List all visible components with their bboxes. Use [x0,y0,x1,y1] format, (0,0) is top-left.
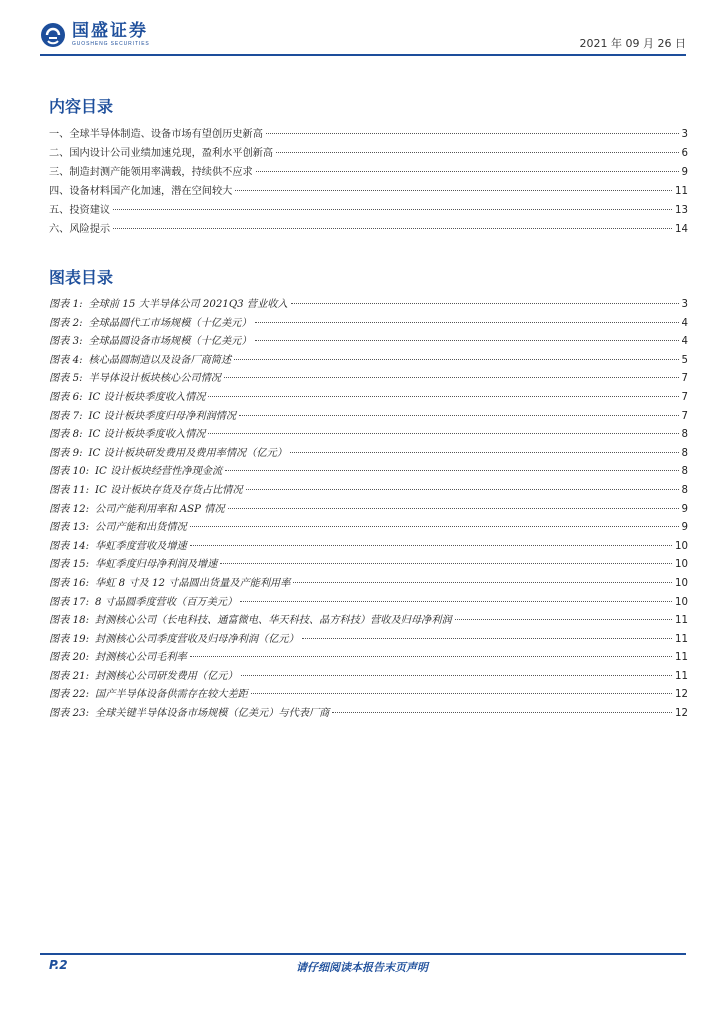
entry-page-number: 14 [675,224,688,235]
dot-leader [190,545,672,546]
toc-entry[interactable] [49,125,688,144]
entry-page-number: 7 [681,373,688,385]
figure-entry[interactable] [49,314,688,333]
figure-entry[interactable] [49,444,688,463]
footer-disclaimer: 请仔细阅读本报告末页声明 [296,961,428,974]
page-header [40,20,686,58]
dot-leader [234,359,678,360]
dot-leader [224,377,679,378]
figure-entry[interactable] [49,574,688,593]
entry-page-number: 6 [681,148,688,159]
entry-label: 全球晶圆设备市场规模（十亿美元） [88,336,252,348]
figure-entry[interactable] [49,667,688,686]
figure-entry[interactable] [49,332,688,351]
entry-page-number: 11 [675,615,688,627]
entry-page-number: 8 [681,484,688,496]
dot-leader [235,190,672,191]
entry-page-number: 7 [681,410,688,422]
figure-number: 图表 1: [49,299,83,310]
entry-page-number: 10 [675,540,688,552]
dot-leader [208,396,678,397]
figure-number: 图表 17: [49,596,90,608]
figure-number: 图表 9: [49,447,83,459]
entry-page-number: 13 [675,205,688,216]
entry-label: 全球前 15 大半导体公司 2021Q3 营业收入 [88,299,288,310]
figure-number: 图表 8: [49,429,83,441]
entry-page-number: 4 [681,336,688,348]
figure-entry[interactable] [49,462,688,481]
header-divider [40,54,686,56]
dot-leader [240,601,672,602]
page-number: P.2 [49,958,68,972]
entry-label: IC 设计板块经营性净现金流 [95,466,223,478]
logo-mark-icon [40,22,66,48]
figure-number: 图表 12: [49,503,90,515]
dot-leader [255,340,679,341]
toc-entry[interactable] [49,163,688,182]
dot-leader [228,508,679,509]
toc-entry[interactable] [49,220,688,239]
figure-entry[interactable] [49,295,688,314]
entry-page-number: 12 [675,708,688,720]
figure-index-list [49,295,688,723]
dot-leader [113,228,672,229]
dot-leader [190,526,679,527]
entry-label: 华虹季度营收及增速 [95,540,187,552]
dot-leader [241,675,672,676]
figure-entry[interactable] [49,630,688,649]
figure-number: 图表 21: [49,670,90,682]
entry-page-number: 8 [681,466,688,478]
entry-label: 四、设备材料国产化加速，潜在空间较大 [49,186,233,197]
entry-label: 华虹季度归母净利润及增速 [95,559,218,571]
dot-leader [302,638,672,639]
report-date: 2021 年 09 月 26 日 [579,37,686,50]
entry-page-number: 4 [681,317,688,329]
figure-number: 图表 14: [49,540,90,552]
entry-page-number: 9 [681,522,688,534]
figure-number: 图表 11: [49,484,90,496]
entry-label: IC 设计板块存货及存货占比情况 [95,484,243,496]
dot-leader [220,563,672,564]
entry-label: IC 设计板块季度收入情况 [88,429,206,441]
dot-leader [256,171,679,172]
figure-number: 图表 16: [49,577,90,589]
entry-page-number: 10 [675,559,688,571]
entry-page-number: 9 [681,167,688,178]
entry-label: IC 设计板块研发费用及费用率情况（亿元） [88,447,287,459]
entry-label: 核心晶圆制造以及设备厂商简述 [88,354,232,366]
figure-entry[interactable] [49,388,688,407]
entry-label: IC 设计板块季度收入情况 [88,391,206,403]
figure-entry[interactable] [49,481,688,500]
dot-leader [255,322,679,323]
entry-label: 一、全球半导体制造、设备市场有望创历史新高 [49,129,263,140]
dot-leader [208,433,678,434]
figure-entry[interactable] [49,611,688,630]
entry-label: 三、制造封测产能领用率满载，持续供不应求 [49,167,253,178]
figure-number: 图表 2: [49,317,83,329]
entry-page-number: 5 [681,354,688,366]
logo-chinese-name: 国盛证券 [72,21,148,41]
entry-label: 封测核心公司研发费用（亿元） [95,670,238,682]
entry-page-number: 11 [675,670,688,682]
entry-page-number: 3 [681,299,688,310]
figure-number: 图表 13: [49,522,90,534]
entry-label: 国产半导体设备供需存在较大差距 [95,689,248,701]
entry-label: 六、风险提示 [49,224,111,235]
figure-number: 图表 3: [49,336,83,348]
dot-leader [246,489,679,490]
dot-leader [113,209,672,210]
figure-entry[interactable] [49,425,688,444]
company-logo [40,22,150,48]
figure-entry[interactable] [49,648,688,667]
figure-number: 图表 4: [49,354,83,366]
figure-entry[interactable] [49,555,688,574]
entry-label: 8 寸晶圆季度营收（百万美元） [95,596,238,608]
entry-page-number: 11 [675,186,688,197]
figure-number: 图表 18: [49,615,90,627]
figure-number: 图表 20: [49,652,90,664]
dot-leader [239,415,678,416]
toc-title: 内容目录 [49,97,114,116]
dot-leader [293,582,672,583]
figure-number: 图表 23: [49,708,90,720]
figure-entry[interactable] [49,518,688,537]
figure-entry[interactable] [49,593,688,612]
figure-number: 图表 7: [49,410,83,422]
entry-label: 华虹 8 寸及 12 寸晶圆出货量及产能利用率 [95,577,291,589]
entry-label: 全球关键半导体设备市场规模（亿美元）与代表厂商 [95,708,330,720]
figure-number: 图表 19: [49,633,90,645]
figure-entry[interactable] [49,369,688,388]
figure-entry[interactable] [49,685,688,704]
entry-page-number: 8 [681,429,688,441]
entry-page-number: 11 [675,652,688,664]
toc-list [49,125,688,239]
figure-entry[interactable] [49,537,688,556]
logo-english-name: GUOSHENG SECURITIES [72,41,150,47]
dot-leader [455,619,672,620]
entry-page-number: 8 [681,447,688,459]
figure-number: 图表 10: [49,466,90,478]
entry-label: 二、国内设计公司业绩加速兑现，盈利水平创新高 [49,148,274,159]
entry-label: 五、投资建议 [49,205,111,216]
entry-page-number: 10 [675,577,688,589]
toc-entry[interactable] [49,201,688,220]
dot-leader [291,303,679,304]
entry-page-number: 12 [675,689,688,701]
entry-label: 封测核心公司毛利率 [95,652,187,664]
toc-entry[interactable] [49,144,688,163]
entry-label: 封测核心公司（长电科技、通富微电、华天科技、晶方科技）营收及归母净利润 [95,615,452,627]
dot-leader [225,470,678,471]
toc-entry[interactable] [49,182,688,201]
entry-label: 半导体设计板块核心公司情况 [88,373,221,385]
entry-page-number: 10 [675,596,688,608]
entry-page-number: 11 [675,633,688,645]
figure-number: 图表 15: [49,559,90,571]
figure-entry[interactable] [49,704,688,723]
footer-divider [40,953,686,955]
dot-leader [190,656,672,657]
entry-page-number: 9 [681,503,688,515]
figure-entry[interactable] [49,407,688,426]
dot-leader [251,693,672,694]
figure-number: 图表 6: [49,391,83,403]
figure-number: 图表 5: [49,373,83,385]
entry-label: 公司产能利用率和 ASP 情况 [95,503,225,515]
dot-leader [276,152,678,153]
entry-page-number: 3 [681,129,688,140]
figure-index-title: 图表目录 [49,268,114,287]
figure-entry[interactable] [49,351,688,370]
dot-leader [266,133,679,134]
entry-label: IC 设计板块季度归母净利润情况 [88,410,237,422]
dot-leader [332,712,672,713]
entry-label: 封测核心公司季度营收及归母净利润（亿元） [95,633,299,645]
figure-entry[interactable] [49,500,688,519]
figure-number: 图表 22: [49,689,90,701]
entry-label: 全球晶圆代工市场规模（十亿美元） [88,317,252,329]
entry-label: 公司产能和出货情况 [95,522,187,534]
entry-page-number: 7 [681,391,688,403]
dot-leader [290,452,679,453]
